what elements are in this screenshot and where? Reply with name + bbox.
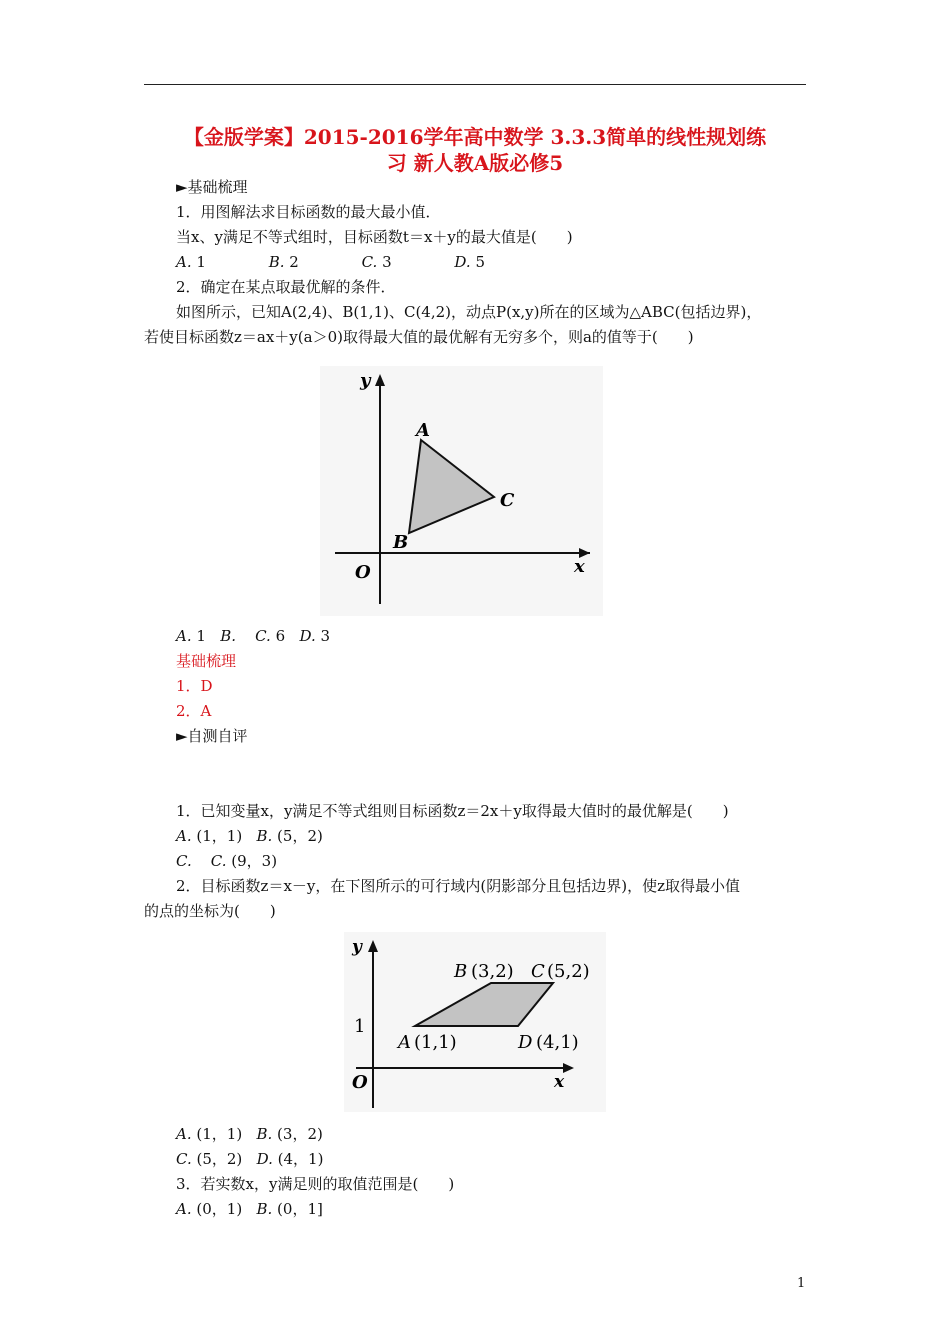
section-basic-review: ►基础梳理	[176, 178, 248, 196]
header-rule	[144, 84, 806, 85]
answer-2: 2．A	[176, 702, 212, 720]
q2-option-c: C. 6	[255, 627, 286, 645]
fig2-point-b-label: B	[454, 961, 468, 982]
s2-text-line-2: 的点的坐标为( )	[144, 902, 276, 920]
s1-option-b: B. (5，2)	[256, 827, 323, 845]
s2-option-b: B. (3，2)	[256, 1125, 323, 1143]
figure-parallelogram-abcd	[344, 932, 606, 1112]
q1-option-a: A. 1	[176, 253, 206, 271]
figure-triangle-abc	[320, 366, 603, 616]
s3-options	[176, 1198, 323, 1220]
q2-heading: 2．确定在某点取最优解的条件．	[176, 278, 396, 296]
s2-options-row-1	[176, 1123, 323, 1145]
fig2-point-a-label: A	[398, 1032, 411, 1053]
fig2-point-c-label: C	[531, 961, 545, 982]
answer-1: 1．D	[176, 677, 213, 695]
q1-option-d: D. 5	[454, 253, 485, 271]
q1-option-c: C. 3	[361, 253, 392, 271]
fig2-x-arrow	[563, 1063, 574, 1073]
s2-option-a: A. (1，1)	[176, 1125, 243, 1143]
fig1-triangle	[409, 440, 494, 533]
q1-heading: 1．用图解法求目标函数的最大最小值．	[176, 203, 441, 221]
fig2-x-label: x	[554, 1072, 565, 1092]
s3-option-a: A. (0，1)	[176, 1200, 243, 1218]
fig1-y-label: y	[360, 370, 371, 391]
s1-options-row-2	[176, 850, 277, 872]
fig1-point-c-label: C	[500, 490, 515, 511]
fig2-y-arrow	[368, 940, 378, 952]
s1-option-a: A. (1，1)	[176, 827, 243, 845]
s2-text-line-1: 2．目标函数z＝x－y，在下图所示的可行域内(阴影部分且包括边界)，使z取得最小值	[176, 877, 740, 895]
q2-option-a: A. 1	[176, 627, 206, 645]
fig2-tick-1-label: 1	[354, 1016, 366, 1037]
s2-option-d: D. (4，1)	[256, 1150, 324, 1168]
s2-options-row-2	[176, 1148, 323, 1170]
fig2-origin-label: O	[352, 1072, 368, 1093]
fig1-x-label: x	[574, 556, 585, 577]
fig1-origin-label: O	[355, 562, 371, 583]
q2-text-line-1: 如图所示，已知A(2,4)、B(1,1)、C(4,2)，动点P(x,y)所在的区域为△ABC(包括边界)，	[176, 303, 762, 321]
q1-option-b: B. 2	[268, 253, 299, 271]
fig2-point-a-coord: (1,1)	[414, 1032, 457, 1053]
fig2-point-d-coord: (4,1)	[536, 1032, 579, 1053]
s3-text: 3．若实数x，y满足则的取值范围是( )	[176, 1175, 455, 1193]
q2-option-d: D. 3	[299, 627, 331, 645]
page-number: 1	[797, 1276, 806, 1291]
s1-options-row-1	[176, 825, 323, 847]
s1-option-c-blank: C.	[176, 852, 192, 870]
q1-options	[176, 251, 485, 273]
q1-text: 当x、y满足不等式组时，目标函数t＝x＋y的最大值是( )	[176, 228, 573, 246]
s2-option-c: C. (5，2)	[176, 1150, 243, 1168]
fig2-y-label: y	[352, 937, 362, 957]
answers-heading: 基础梳理	[176, 652, 237, 670]
q2-text-line-2: 若使目标函数z＝ax＋y(a＞0)取得最大值的最优解有无穷多个，则a的值等于( )	[144, 328, 694, 346]
fig1-point-a-label: A	[416, 420, 430, 441]
title-line-1: 【金版学案】2015-2016学年高中数学 3.3.3简单的线性规划练	[183, 125, 767, 149]
title-line-2: 习 新人教A版必修5	[386, 151, 564, 175]
document-title	[144, 124, 806, 176]
q2-options	[176, 625, 330, 647]
fig2-point-b-coord: (3,2)	[471, 961, 514, 982]
fig2-point-c-coord: (5,2)	[547, 961, 590, 982]
fig2-parallelogram	[415, 983, 553, 1026]
section-self-test: ►自测自评	[176, 727, 248, 745]
fig1-y-arrow	[375, 374, 385, 386]
s1-option-c: C. (9，3)	[210, 852, 278, 870]
s3-option-b: B. (0，1]	[256, 1200, 323, 1218]
s1-text: 1．已知变量x，y满足不等式组则目标函数z＝2x＋y取得最大值时的最优解是( )	[176, 802, 729, 820]
fig1-point-b-label: B	[393, 532, 409, 553]
fig2-point-d-label: D	[518, 1032, 533, 1053]
q2-option-b: B.	[220, 627, 237, 645]
